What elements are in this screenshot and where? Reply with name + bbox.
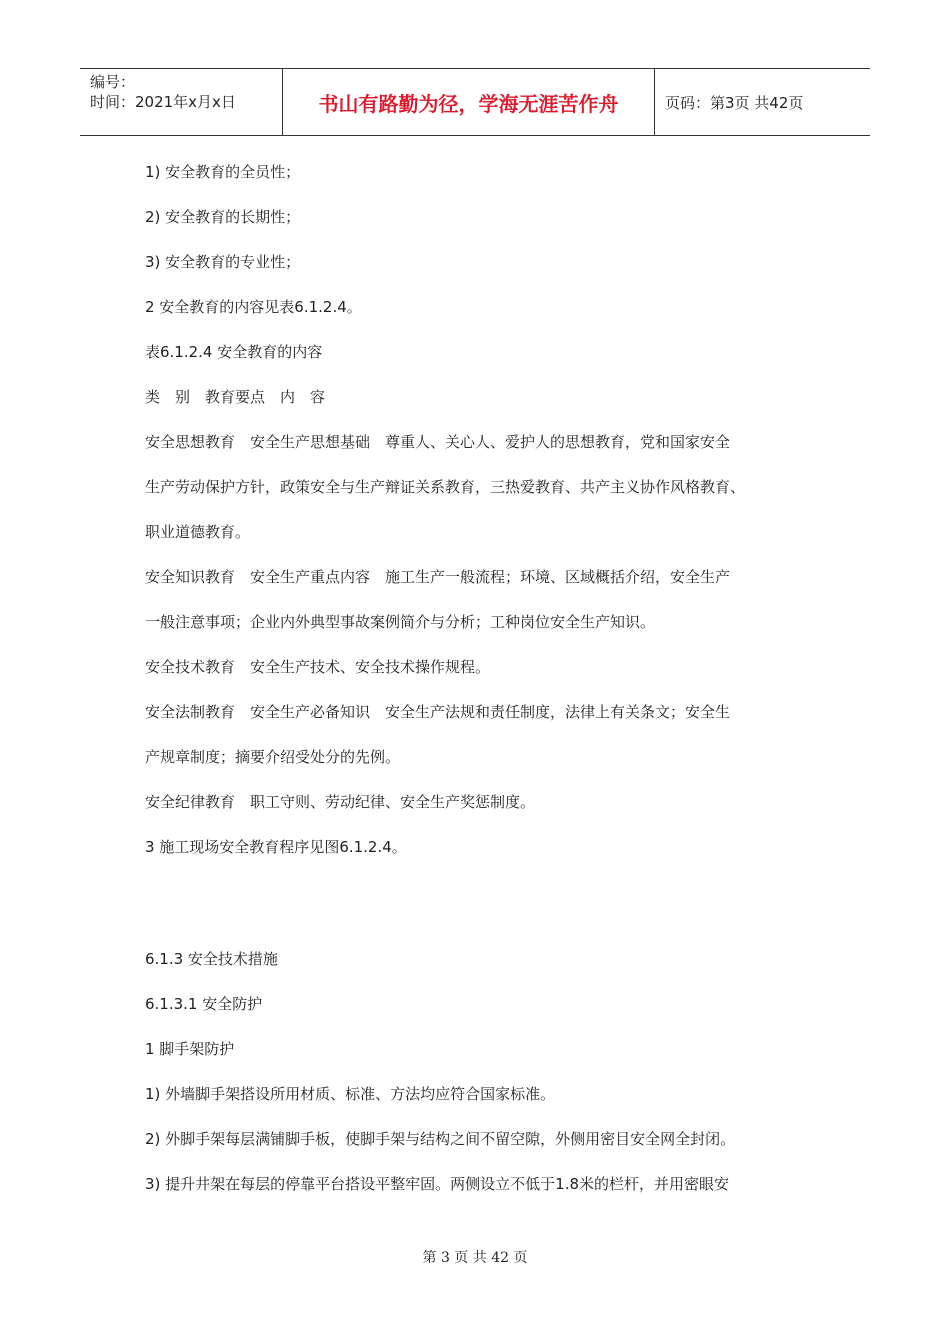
paragraph: 2 安全教育的内容见表6.1.2.4。 xyxy=(145,298,362,316)
page-footer: 第 3 页 共 42 页 xyxy=(422,1250,528,1266)
document-time-label: 时间：2021年x月x日 xyxy=(90,93,236,111)
table-row: 安全知识教育 安全生产重点内容 施工生产一般流程；环境、区域概括介绍，安全生产 xyxy=(145,568,731,586)
table-row-continued: 生产劳动保护方针，政策安全与生产辩证关系教育，三热爱教育、共产主义协作风格教育、 xyxy=(145,478,746,496)
section-heading: 6.1.3 安全技术措施 xyxy=(145,950,278,968)
paragraph: 1) 安全教育的全员性； xyxy=(145,163,301,181)
paragraph: 3 施工现场安全教育程序见图6.1.2.4。 xyxy=(145,838,407,856)
table-row: 安全技术教育 安全生产技术、安全技术操作规程。 xyxy=(145,658,491,676)
table-row-continued: 职业道德教育。 xyxy=(145,523,251,541)
table-row: 安全法制教育 安全生产必备知识 安全生产法规和责任制度，法律上有关条文；安全生 xyxy=(145,703,731,721)
header-motto: 书山有路勤为径，学海无涯苦作舟 xyxy=(282,69,655,135)
subsection-heading: 6.1.3.1 安全防护 xyxy=(145,995,263,1013)
table-row: 安全纪律教育 职工守则、劳动纪律、安全生产奖惩制度。 xyxy=(145,793,536,811)
table-row: 安全思想教育 安全生产思想基础 尊重人、关心人、爱护人的思想教育，党和国家安全 xyxy=(145,433,731,451)
item-heading: 1 脚手架防护 xyxy=(145,1040,235,1058)
paragraph: 1) 外墙脚手架搭设所用材质、标准、方法均应符合国家标准。 xyxy=(145,1085,556,1103)
document-body xyxy=(145,160,825,1217)
table-row-continued: 一般注意事项；企业内外典型事故案例简介与分析；工种岗位安全生产知识。 xyxy=(145,613,656,631)
paragraph: 3) 提升井架在每层的停靠平台搭设平整牢固。两侧设立不低于1.8米的栏杆，并用密眼安 xyxy=(145,1175,730,1193)
table-header-row: 类 别 教育要点 内 容 xyxy=(145,388,326,406)
paragraph: 2) 安全教育的长期性； xyxy=(145,208,301,226)
paragraph-spacer xyxy=(145,880,825,947)
header-info-cell xyxy=(80,69,282,135)
table-caption: 表6.1.2.4 安全教育的内容 xyxy=(145,343,323,361)
table-row-continued: 产规章制度；摘要介绍受处分的先例。 xyxy=(145,748,401,766)
header-page-code: 页码：第3页 共42页 xyxy=(665,93,804,112)
page-header xyxy=(80,68,870,136)
document-number-label: 编号： xyxy=(90,73,136,91)
paragraph: 2) 外脚手架每层满铺脚手板，使脚手架与结构之间不留空隙，外侧用密目安全网全封闭。 xyxy=(145,1130,736,1148)
paragraph: 3) 安全教育的专业性； xyxy=(145,253,301,271)
